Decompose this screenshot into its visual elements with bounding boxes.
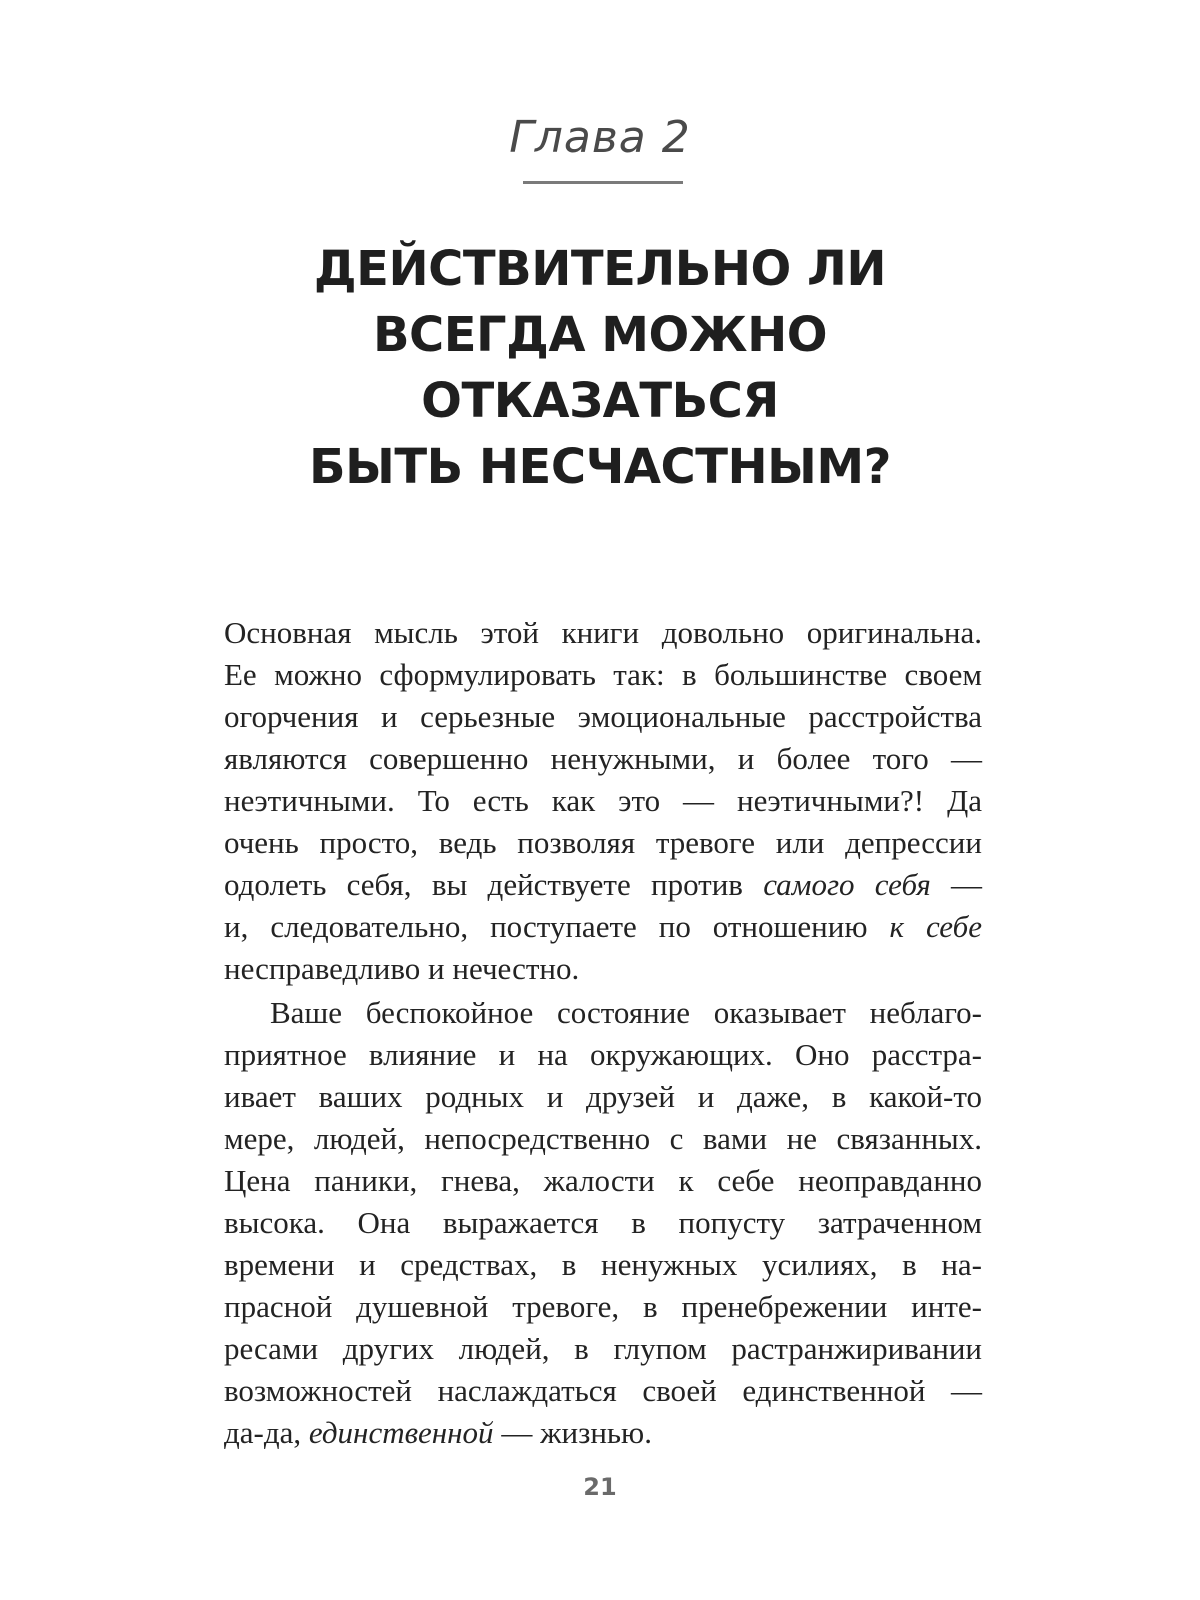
text-line: времени и средствах, в ненужных усилиях, в на- bbox=[224, 1247, 982, 1282]
text-line: мере, людей, непосредственно с вами не связанных. bbox=[224, 1121, 982, 1156]
text-run: да-да, bbox=[224, 1415, 309, 1450]
text-line: несправедливо и нечестно. bbox=[224, 951, 580, 986]
title-line: ВСЕГДА МОЖНО bbox=[372, 307, 828, 363]
text-line: очень просто, ведь позволяя тревоге или депрессии bbox=[224, 825, 982, 860]
paragraph-1 bbox=[224, 612, 982, 990]
text-line bbox=[224, 1412, 982, 1454]
text-line bbox=[224, 864, 982, 906]
chapter-rule bbox=[523, 181, 683, 184]
emphasis-text: к себе bbox=[889, 909, 982, 944]
text-run: — жизнью. bbox=[493, 1415, 652, 1450]
text-run: — bbox=[930, 867, 982, 902]
chapter-label: Глава 2 bbox=[509, 112, 691, 163]
paragraph-2 bbox=[224, 992, 982, 1454]
text-line: ресами других людей, в глупом растранжиривании bbox=[224, 1331, 982, 1366]
text-line bbox=[224, 906, 982, 948]
chapter-title bbox=[150, 236, 1050, 500]
title-line: ДЕЙСТВИТЕЛЬНО ЛИ bbox=[313, 241, 887, 297]
emphasis-text: единственной bbox=[308, 1415, 494, 1450]
text-line: Цена паники, гнева, жалости к себе неоправданно bbox=[224, 1163, 982, 1198]
title-line: БЫТЬ НЕСЧАСТНЫМ? bbox=[309, 439, 891, 495]
text-line: огорчения и серьезные эмоциональные расстройства bbox=[224, 699, 982, 734]
title-line: ОТКАЗАТЬСЯ bbox=[421, 373, 779, 429]
text-line: Основная мысль этой книги довольно оригинальна. bbox=[224, 615, 982, 650]
text-line: высока. Она выражается в попусту затраченном bbox=[224, 1205, 982, 1240]
page-number: 21 bbox=[583, 1473, 617, 1501]
text-line: Ее можно сформулировать так: в большинстве своем bbox=[224, 657, 982, 692]
text-run: и, следовательно, поступаете по отношению bbox=[224, 909, 890, 944]
body-text bbox=[224, 612, 982, 1454]
text-line: неэтичными. То есть как это — неэтичными?! Да bbox=[224, 783, 982, 818]
text-line: являются совершенно ненужными, и более того — bbox=[224, 741, 982, 776]
text-line: Ваше беспокойное состояние оказывает неблаго- bbox=[270, 995, 982, 1030]
text-line: прасной душевной тревоге, в пренебрежении инте- bbox=[224, 1289, 982, 1324]
text-line: ивает ваших родных и друзей и даже, в какой-то bbox=[224, 1079, 982, 1114]
text-run: одолеть себя, вы действуете против bbox=[224, 867, 764, 902]
emphasis-text: самого себя bbox=[763, 867, 931, 902]
text-line: приятное влияние и на окружающих. Оно расстра- bbox=[224, 1037, 982, 1072]
text-line: возможностей наслаждаться своей единственной — bbox=[224, 1373, 982, 1408]
